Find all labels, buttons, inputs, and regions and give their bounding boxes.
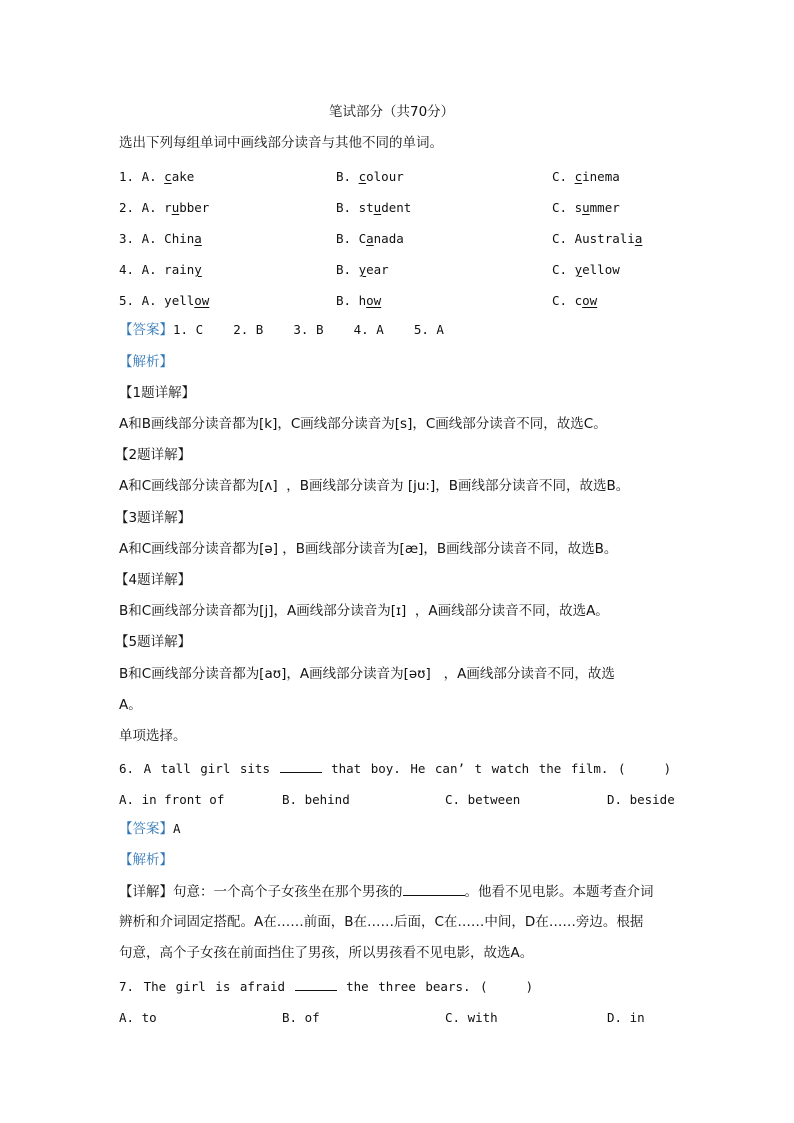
phonics-q5-option-a[interactable] [119, 292, 209, 310]
word-part: r [164, 200, 172, 215]
option-label: B. [336, 262, 352, 277]
phonics-q2-option-b[interactable] [336, 199, 411, 217]
detail-text-1: A和B画线部分读音都为[k]，C画线部分读音为[s]，C画线部分读音不同，故选C。 [119, 416, 607, 432]
detail-heading-2: 【2题详解】 [115, 447, 192, 463]
word-part: c [574, 293, 583, 308]
detail-text-continued: A。 [119, 697, 142, 713]
detail-text-4: B和C画线部分读音都为[j]，A画线部分读音为[ɪ] ，A画线部分读音不同，故选A。 [119, 603, 609, 619]
option-label: 3. A. [119, 231, 157, 246]
option-label: 1. A. [119, 169, 157, 184]
q6-option-c[interactable]: C. between [445, 792, 521, 807]
word-part: ellow [582, 262, 620, 277]
question-6-text-end: that boy. He can’ t watch the film. ( ) [331, 761, 672, 776]
detail-heading-5: 【5题详解】 [115, 634, 192, 650]
phonics-q1-option-a[interactable] [119, 168, 194, 186]
word-part: mmer [589, 200, 620, 215]
option-label: B. [336, 293, 352, 308]
q6-answer [119, 820, 181, 838]
phonics-q4-option-b[interactable] [336, 261, 389, 279]
phonics-q3-option-c[interactable] [552, 230, 642, 248]
word-part: rain [164, 262, 195, 277]
phonics-q1-option-c[interactable] [552, 168, 620, 186]
question-6 [119, 760, 671, 778]
question-7-text: 7. The girl is afraid [119, 979, 286, 994]
underlined-letters: a [634, 231, 643, 246]
word-part: C [358, 231, 367, 246]
analysis-label: 【解析】 [119, 354, 173, 370]
underlined-letters: c [574, 169, 583, 184]
word-part: h [358, 293, 367, 308]
word-part: ear [366, 262, 389, 277]
option-label: C. [552, 231, 568, 246]
phonics-q3-option-a[interactable] [119, 230, 202, 248]
analysis-label: 【解析】 [119, 852, 173, 868]
underlined-letters: u [373, 200, 382, 215]
q7-option-d[interactable]: D. in [607, 1010, 645, 1025]
word-part: bber [179, 200, 210, 215]
word-part: Chin [164, 231, 195, 246]
word-part: Australi [574, 231, 635, 246]
phonics-q2-option-a[interactable] [119, 199, 209, 217]
q6-option-a[interactable]: A. in front of [119, 792, 225, 807]
detail-heading-1: 【1题详解】 [119, 385, 196, 401]
underlined-letters: c [358, 169, 367, 184]
answer-label: 【答案】 [119, 821, 173, 837]
phonics-q3-option-b[interactable] [336, 230, 404, 248]
detail-text-end: 。他看不见电影。本题考查介词 [464, 884, 654, 900]
question-7-text-end: the three bears. ( ) [346, 979, 534, 994]
question-6-text: 6. A tall girl sits [119, 761, 270, 776]
q6-detail-line3: 句意，高个子女孩在前面挡住了男孩，所以男孩看不见电影，故选A。 [119, 945, 534, 961]
option-label: 4. A. [119, 262, 157, 277]
word-part: st [358, 200, 374, 215]
q6-detail-line2: 辨析和介词固定搭配。A在……前面，B在……后面，C在……中间，D在……旁边。根据 [119, 914, 644, 930]
word-part: nada [373, 231, 404, 246]
option-label: B. [336, 231, 352, 246]
underlined-letters: a [366, 231, 374, 246]
section2-instruction: 单项选择。 [119, 728, 187, 744]
detail-label: 【详解】 [119, 884, 173, 900]
q7-option-a[interactable]: A. to [119, 1010, 157, 1025]
word-part: yell [164, 293, 195, 308]
underlined-letters: ow [582, 293, 598, 308]
answer-blank [280, 760, 322, 773]
detail-heading-3: 【3题详解】 [115, 510, 192, 526]
answer-blank [295, 978, 337, 991]
q6-detail-line1 [119, 883, 654, 901]
q7-option-b[interactable]: B. of [282, 1010, 320, 1025]
option-label: C. [552, 293, 568, 308]
answer-row-1 [119, 321, 444, 339]
underlined-letters: ow [366, 293, 382, 308]
phonics-q5-option-c[interactable] [552, 292, 597, 310]
underlined-letters: u [171, 200, 180, 215]
word-part: dent [381, 200, 412, 215]
option-label: C. [552, 169, 568, 184]
answer-value: A [173, 821, 181, 836]
detail-heading-4: 【4题详解】 [115, 572, 192, 588]
phonics-q4-option-c[interactable] [552, 261, 620, 279]
underlined-letters: ow [194, 293, 210, 308]
phonics-q1-option-b[interactable] [336, 168, 404, 186]
question-7 [119, 978, 533, 996]
q6-option-b[interactable]: B. behind [282, 792, 350, 807]
word-part: inema [582, 169, 620, 184]
word-part: olour [366, 169, 404, 184]
detail-text-2: A和C画线部分读音都为[ʌ] ，B画线部分读音为 [ju:]，B画线部分读音不同，故选B。 [119, 478, 630, 494]
detail-blank [403, 883, 465, 896]
detail-text: 句意：一个高个子女孩坐在那个男孩的 [173, 884, 403, 900]
detail-text-5: B和C画线部分读音都为[aʊ]，A画线部分读音为[əʊ] ，A画线部分读音不同，故选 [119, 666, 615, 682]
phonics-q2-option-c[interactable] [552, 199, 620, 217]
phonics-q5-option-b[interactable] [336, 292, 381, 310]
phonics-q4-option-a[interactable] [119, 261, 202, 279]
underlined-letters: u [582, 200, 590, 215]
option-label: C. [552, 262, 568, 277]
underlined-letters: y [574, 262, 583, 277]
answers-text: 1. C 2. B 3. B 4. A 5. A [173, 322, 444, 337]
word-part: ake [171, 169, 195, 184]
underlined-letters: y [194, 262, 202, 277]
section1-instruction: 选出下列每组单词中画线部分读音与其他不同的单词。 [119, 135, 443, 151]
underlined-letters: y [358, 262, 367, 277]
page-title: 笔试部分（共70分） [329, 104, 455, 120]
underlined-letters: a [194, 231, 202, 246]
word-part: s [574, 200, 583, 215]
option-label: B. [336, 200, 352, 215]
q6-option-d[interactable]: D. beside [607, 792, 675, 807]
q7-option-c[interactable]: C. with [445, 1010, 498, 1025]
option-label: B. [336, 169, 352, 184]
answer-label: 【答案】 [119, 322, 173, 338]
detail-text-3: A和C画线部分读音都为[ə] ，B画线部分读音为[æ]，B画线部分读音不同，故选B。 [119, 541, 618, 557]
option-label: 5. A. [119, 293, 157, 308]
option-label: 2. A. [119, 200, 157, 215]
option-label: C. [552, 200, 568, 215]
underlined-letters: c [164, 169, 172, 184]
